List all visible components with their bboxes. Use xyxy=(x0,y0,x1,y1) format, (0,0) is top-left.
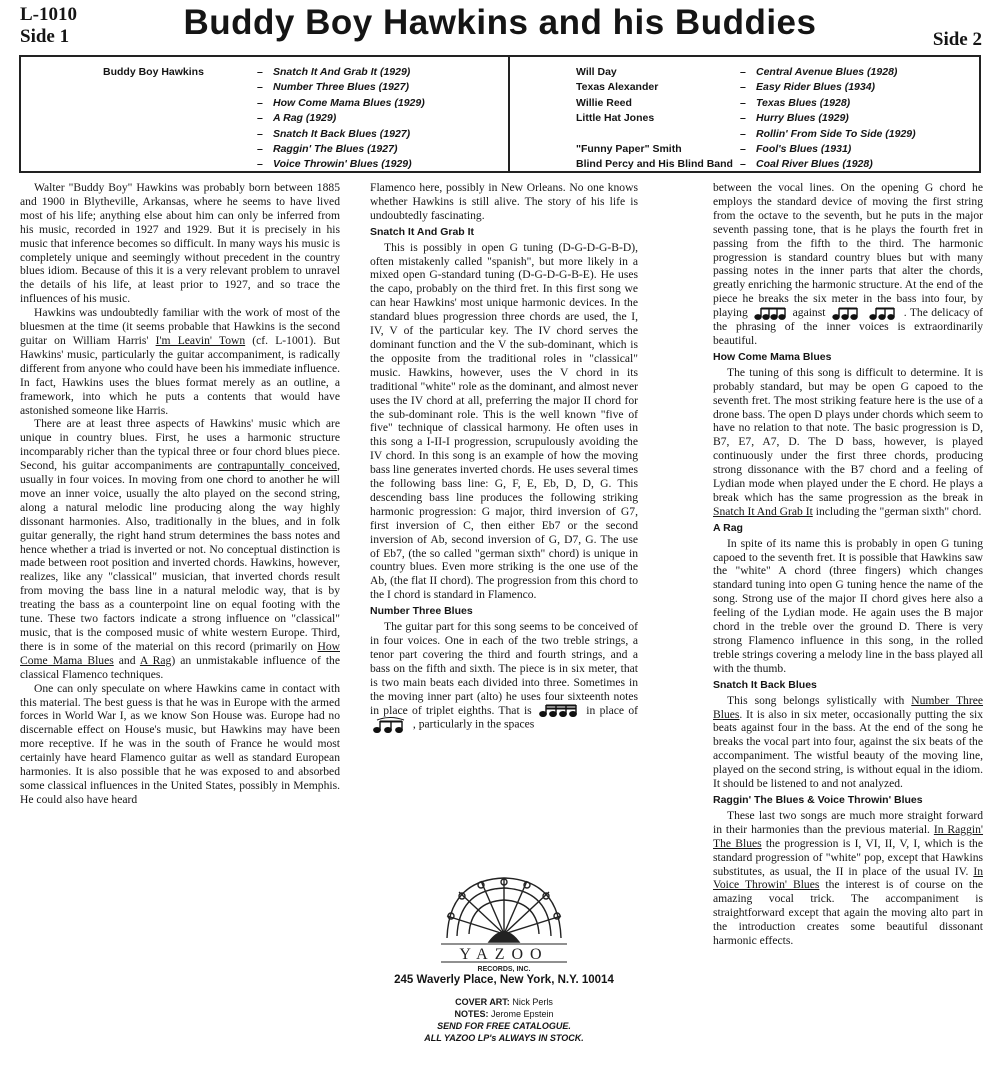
track-title: A Rag (1929) xyxy=(273,112,337,125)
section-heading: Raggin' The Blues & Voice Throwin' Blues xyxy=(713,793,923,806)
notes-credit: Jerome Epstein xyxy=(491,1009,554,1019)
paragraph: This is possibly in open G tuning (D-G-D-G-B-D), often mistakenly called "spanish", but more likely in a mixed open G-standard tuning (D-G-D-G-B-E). He uses the capo, probably on the third fret. In this first song we can hear Hawkins' most unique harmonic devices. In the standard blues progression three chords are used, the I, IV, V of the particular key. The IV chord serves the dominant function and the V the sub-dominant, which is the opposite from the traditional roles in "classical" music. Hawkins, however, uses the V chord in its traditional "white" role as the dominant, and almost never uses the IV chord at all, preferring the major II chord for the sub-dominant role. This is the well known "five of five" technique of classical harmony. He often uses in this song a I-II-I progression, scrupulously avoiding the IV chord. In this song is an example of how the moving bass line generates inverted chords. He uses several times the following bass line: G, F, E, Eb, D, D, G. This descending bass line produces the following striking harmonic progression: G major, third inversion of G7, first inversion of C, then either Eb7 or the second inversion of Ab, second inversion of G, D7, G. The use of Eb7, (the so called "german sixth" chord) is unique in country blues. Even more striking is the one use of the Ab, (the flat II chord). The progression from this chord to the I chord is standard in Flamenco. xyxy=(370,240,638,602)
triplet-eighths-icon xyxy=(373,717,407,733)
track-dash: – xyxy=(740,112,746,125)
song-reference: In Voice Throwin' Blues xyxy=(713,864,983,892)
track-dash: – xyxy=(257,81,263,94)
label-block xyxy=(370,872,638,1072)
paragraph: The tuning of this song is difficult to determine. It is probably standard, but may be open G capoed to the seventh fret. The most striking feature here is the use of a drone bass. The open D plays under chords which seem to have no relation to that note. The basic progression is D, B7, E7, A7, D. The D bass, however, is played continuously under the first three chords, producing strong dissonance with the B7 chord and a feeling of Lydian mode when played under the E chord. He plays a break which has the same progression as the break in Snatch It And Grab It including the "german sixth" chord. xyxy=(713,365,983,518)
paragraph: between the vocal lines. On the opening G chord he employs the standard device of moving the first string from the octave to the seventh, but he puts in the major seventh passing tone, that is he plays the fourth fret in passing from the fifth to the third. The harmonic progression is standard country blues but with many passing notes in the inner parts that alter the chords, greatly enriching the harmonic structure. At the end of the piece he breaks the six meter in the bass into four, by playing against . The delicacy of the phrasing of the inner voices is extraordinarily beautiful. xyxy=(713,181,983,347)
song-reference: Number Three Blues xyxy=(713,693,984,721)
track-row xyxy=(510,127,981,142)
catalogue-offer: SEND FOR FREE CATALOGUE. xyxy=(437,1021,571,1031)
track-title: Snatch It Back Blues (1927) xyxy=(273,127,411,140)
track-dash: – xyxy=(740,96,746,109)
paragraph: Hawkins was undoubtedly familiar with the work of most of the bluesmen at the time (it seems probable that Hawkins is the second guitar on William Harris' I'm Leavin' Town (cf. L-1001). But Hawkins' music, particularly the guitar accompaniment, is radically different from anyone who could have been his immediate influence. In fact, Hawkins uses the blues format merely as an outline, a framework, into which he puts a contents that would have astonished someone like Harris. xyxy=(20,306,340,417)
side-two-tracks xyxy=(510,65,981,173)
track-title: Voice Throwin' Blues (1929) xyxy=(273,158,412,171)
song-reference: How Come Mama Blues xyxy=(20,639,340,667)
track-artist: Will Day xyxy=(576,66,617,78)
track-dash: – xyxy=(257,158,263,171)
label-address: 245 Waverly Place, New York, N.Y. 10014 xyxy=(394,974,614,986)
track-artist: Blind Percy and His Blind Band xyxy=(576,158,733,171)
track-row xyxy=(21,65,508,80)
tracklist-box xyxy=(19,55,981,173)
side-one-label: Side 1 xyxy=(20,26,70,47)
track-row xyxy=(510,142,981,157)
track-artist: Texas Alexander xyxy=(576,81,659,94)
sixteenth-notes-icon xyxy=(754,307,786,320)
credits xyxy=(370,996,638,1044)
yazoo-peacock-logo-icon xyxy=(429,872,579,972)
track-title: Raggin' The Blues (1927) xyxy=(273,142,398,155)
track-row xyxy=(21,157,508,172)
notes-column-1 xyxy=(20,181,340,807)
triplet-group-icon xyxy=(832,307,860,320)
track-title: How Come Mama Blues (1929) xyxy=(273,96,425,109)
track-title: Number Three Blues (1927) xyxy=(273,81,409,94)
track-dash: – xyxy=(740,158,746,171)
side-two-label: Side 2 xyxy=(932,29,982,50)
track-dash: – xyxy=(257,112,263,125)
track-title: Easy Rider Blues (1934) xyxy=(756,81,876,94)
sixteenth-notes-icon xyxy=(539,704,579,717)
triplet-group-icon xyxy=(869,307,897,320)
track-title: Rollin' From Side To Side (1929) xyxy=(756,127,916,140)
track-title: Fool's Blues (1931) xyxy=(756,142,852,155)
section-heading: Snatch It Back Blues xyxy=(713,678,817,691)
track-row xyxy=(21,127,508,142)
paragraph: In spite of its name this is probably in open G tuning capoed to the seventh fret. It is possible that Hawkins saw the "white" A chord (three fingers) which changes standard tuning into open G tuning hence the name of the song. Strong use of the major II chord gives here also a feeling of the Lydian mode. He again uses the B major chord in the treble over the ground D. There is very strong Flamenco influence in this song, in the rolled treble strings covering a melody line in the bass played all with the thumb. xyxy=(713,536,983,675)
track-title: Hurry Blues (1929) xyxy=(756,112,849,125)
paragraph: Walter "Buddy Boy" Hawkins was probably born between 1885 and 1900 in Blytheville, Arkansas, where he seems to have lived most of his life; anything else about him can only be inferred from his music, recorded in 1927 and 1929. But it is precisely in his music that inference becomes so difficult. In many ways his music is completely unique and seemingly without precedent in the country blues idiom. Because of this it is a very relevant problem to unravel the details of his life, at least prior to 1927, and so trace the influences of his music. xyxy=(20,181,340,306)
cover-art-credit: Nick Perls xyxy=(512,997,553,1007)
track-dash: – xyxy=(257,142,263,155)
notes-label: NOTES: xyxy=(454,1009,489,1019)
paragraph: This song belongs sylistically with Number Three Blues. It is also in six meter, occasionally putting the six beats against four in the bass. At the end of the song he breaks the vocal part into four, against the six beats of the accompaniment. The wistful beauty of the moving line, played on the second string, is without equal in the idiom. It should be listened to and not analyzed. xyxy=(713,693,984,791)
track-artist: Buddy Boy Hawkins xyxy=(103,66,204,78)
track-title: Central Avenue Blues (1928) xyxy=(756,66,898,78)
song-reference: Snatch It And Grab It xyxy=(713,504,813,518)
track-artist: "Funny Paper" Smith xyxy=(576,142,682,155)
section-heading: A Rag xyxy=(713,521,743,534)
emphasis: contrapuntally conceived xyxy=(217,459,338,473)
track-dash: – xyxy=(257,66,263,78)
track-row xyxy=(21,111,508,126)
album-title: Buddy Boy Hawkins and his Buddies xyxy=(183,3,817,42)
section-heading: Snatch It And Grab It xyxy=(370,225,475,238)
logo-subtitle: RECORDS, INC. xyxy=(477,966,531,972)
paragraph: There are at least three aspects of Hawkins' music which are unique in country blues. First, he uses a harmonic structure incomparably richer than the typical three or four chord blues piece. Second, his guitar accompaniments are contrapuntally conceived, usually in four voices. In moving from one chord to another he will move an inner voice, usually the alto played on the second string, along a natural melodic line producing along the way highly dissonant harmonies. Also, traditionally in the blues, and in folk guitar generally, the right hand strum determines the bass notes and hence whether a triad is inverted or not. No conceptual distinction is made between root position and inverted chords. Hawkins, however, realizes, like any "classical" musician, that inverted chords result from moving the bass line in a natural melodic way, that is by treating the bass as a counterpoint line on equal footing with the tune. These two factors indicate a strong influence on "classical" music, that is the composed music of white western Europe. Third, there is in some of the material on this record (primarily on How Come Mama Blues and A Rag) an unmistakable influence of the classical Flamenco techniques. xyxy=(20,417,341,681)
paragraph: Flamenco here, possibly in New Orleans. No one knows whether Hawkins is still alive. The story of his life is undoubtedly fascinating. xyxy=(370,181,638,222)
track-title: Texas Blues (1928) xyxy=(756,96,851,109)
track-row xyxy=(510,65,981,80)
paragraph: These last two songs are much more straight forward in their harmonies than the previous material. In Raggin' The Blues the progression is I, VI, II, V, I, which is the standard progression of "white" pop, except that Hawkins substitutes, as usual, the II in place of the usual IV. In Voice Throwin' Blues the interest is of course on the amazing vocal trick. The accompaniment is straightforward except that again the moving alto part in the introduction creates some beautiful dissonant harmonic effects. xyxy=(713,808,984,948)
track-row xyxy=(510,111,981,126)
side-one-tracks xyxy=(21,65,508,173)
track-dash: – xyxy=(257,96,263,109)
section-heading: How Come Mama Blues xyxy=(713,350,832,363)
paragraph: One can only speculate on where Hawkins came in contact with this material. The best guess is that he was in Europe with the armed forces in World War I, as we know Son House was. Europe had no discernable effect on House's music, but Hawkins may have been more receptive. If he was in the south of France he would most certainly have heard Flamenco guitar as well as standard European harmonies. It is also possible that he was exposed to and absorbed some classical influences in the United States, possibly in Memphis. He could also have heard xyxy=(20,681,340,806)
notes-column-3 xyxy=(713,181,983,948)
track-artist: Willie Reed xyxy=(576,96,632,109)
track-row xyxy=(21,142,508,157)
notes-column-2 xyxy=(370,181,638,733)
track-dash: – xyxy=(257,127,263,140)
cover-art-label: COVER ART: xyxy=(455,997,510,1007)
paragraph: The guitar part for this song seems to be conceived of in four voices. One in each of the two treble strings, a tenor part covering the third and fourth strings, and a bass on the fifth and sixth. The piece is in six meter, that is two main beats each divided into three. Sometimes in the moving inner part (alto) he uses four sixteenth notes in place of triplet eighths. That is in place of , particularly in the spaces xyxy=(370,620,638,733)
track-dash: – xyxy=(740,66,746,78)
track-title: Snatch It And Grab It (1929) xyxy=(273,66,411,78)
stock-notice: ALL YAZOO LP's ALWAYS IN STOCK. xyxy=(424,1033,584,1043)
catalog-number: L-1010 xyxy=(20,4,77,25)
track-row xyxy=(510,157,981,172)
logo-wordmark: YAZOO xyxy=(459,946,549,963)
song-reference: In Raggin' The Blues xyxy=(713,822,984,850)
track-dash: – xyxy=(740,142,746,155)
track-row xyxy=(21,96,508,111)
track-row xyxy=(21,80,508,95)
track-row xyxy=(510,80,981,95)
section-heading: Number Three Blues xyxy=(370,605,473,618)
track-row xyxy=(510,96,981,111)
track-dash: – xyxy=(740,81,746,94)
track-dash: – xyxy=(740,127,746,140)
song-reference: A Rag xyxy=(139,653,172,667)
track-title: Coal River Blues (1928) xyxy=(756,158,873,171)
song-reference: I'm Leavin' Town xyxy=(155,333,246,347)
track-artist: Little Hat Jones xyxy=(576,112,655,125)
